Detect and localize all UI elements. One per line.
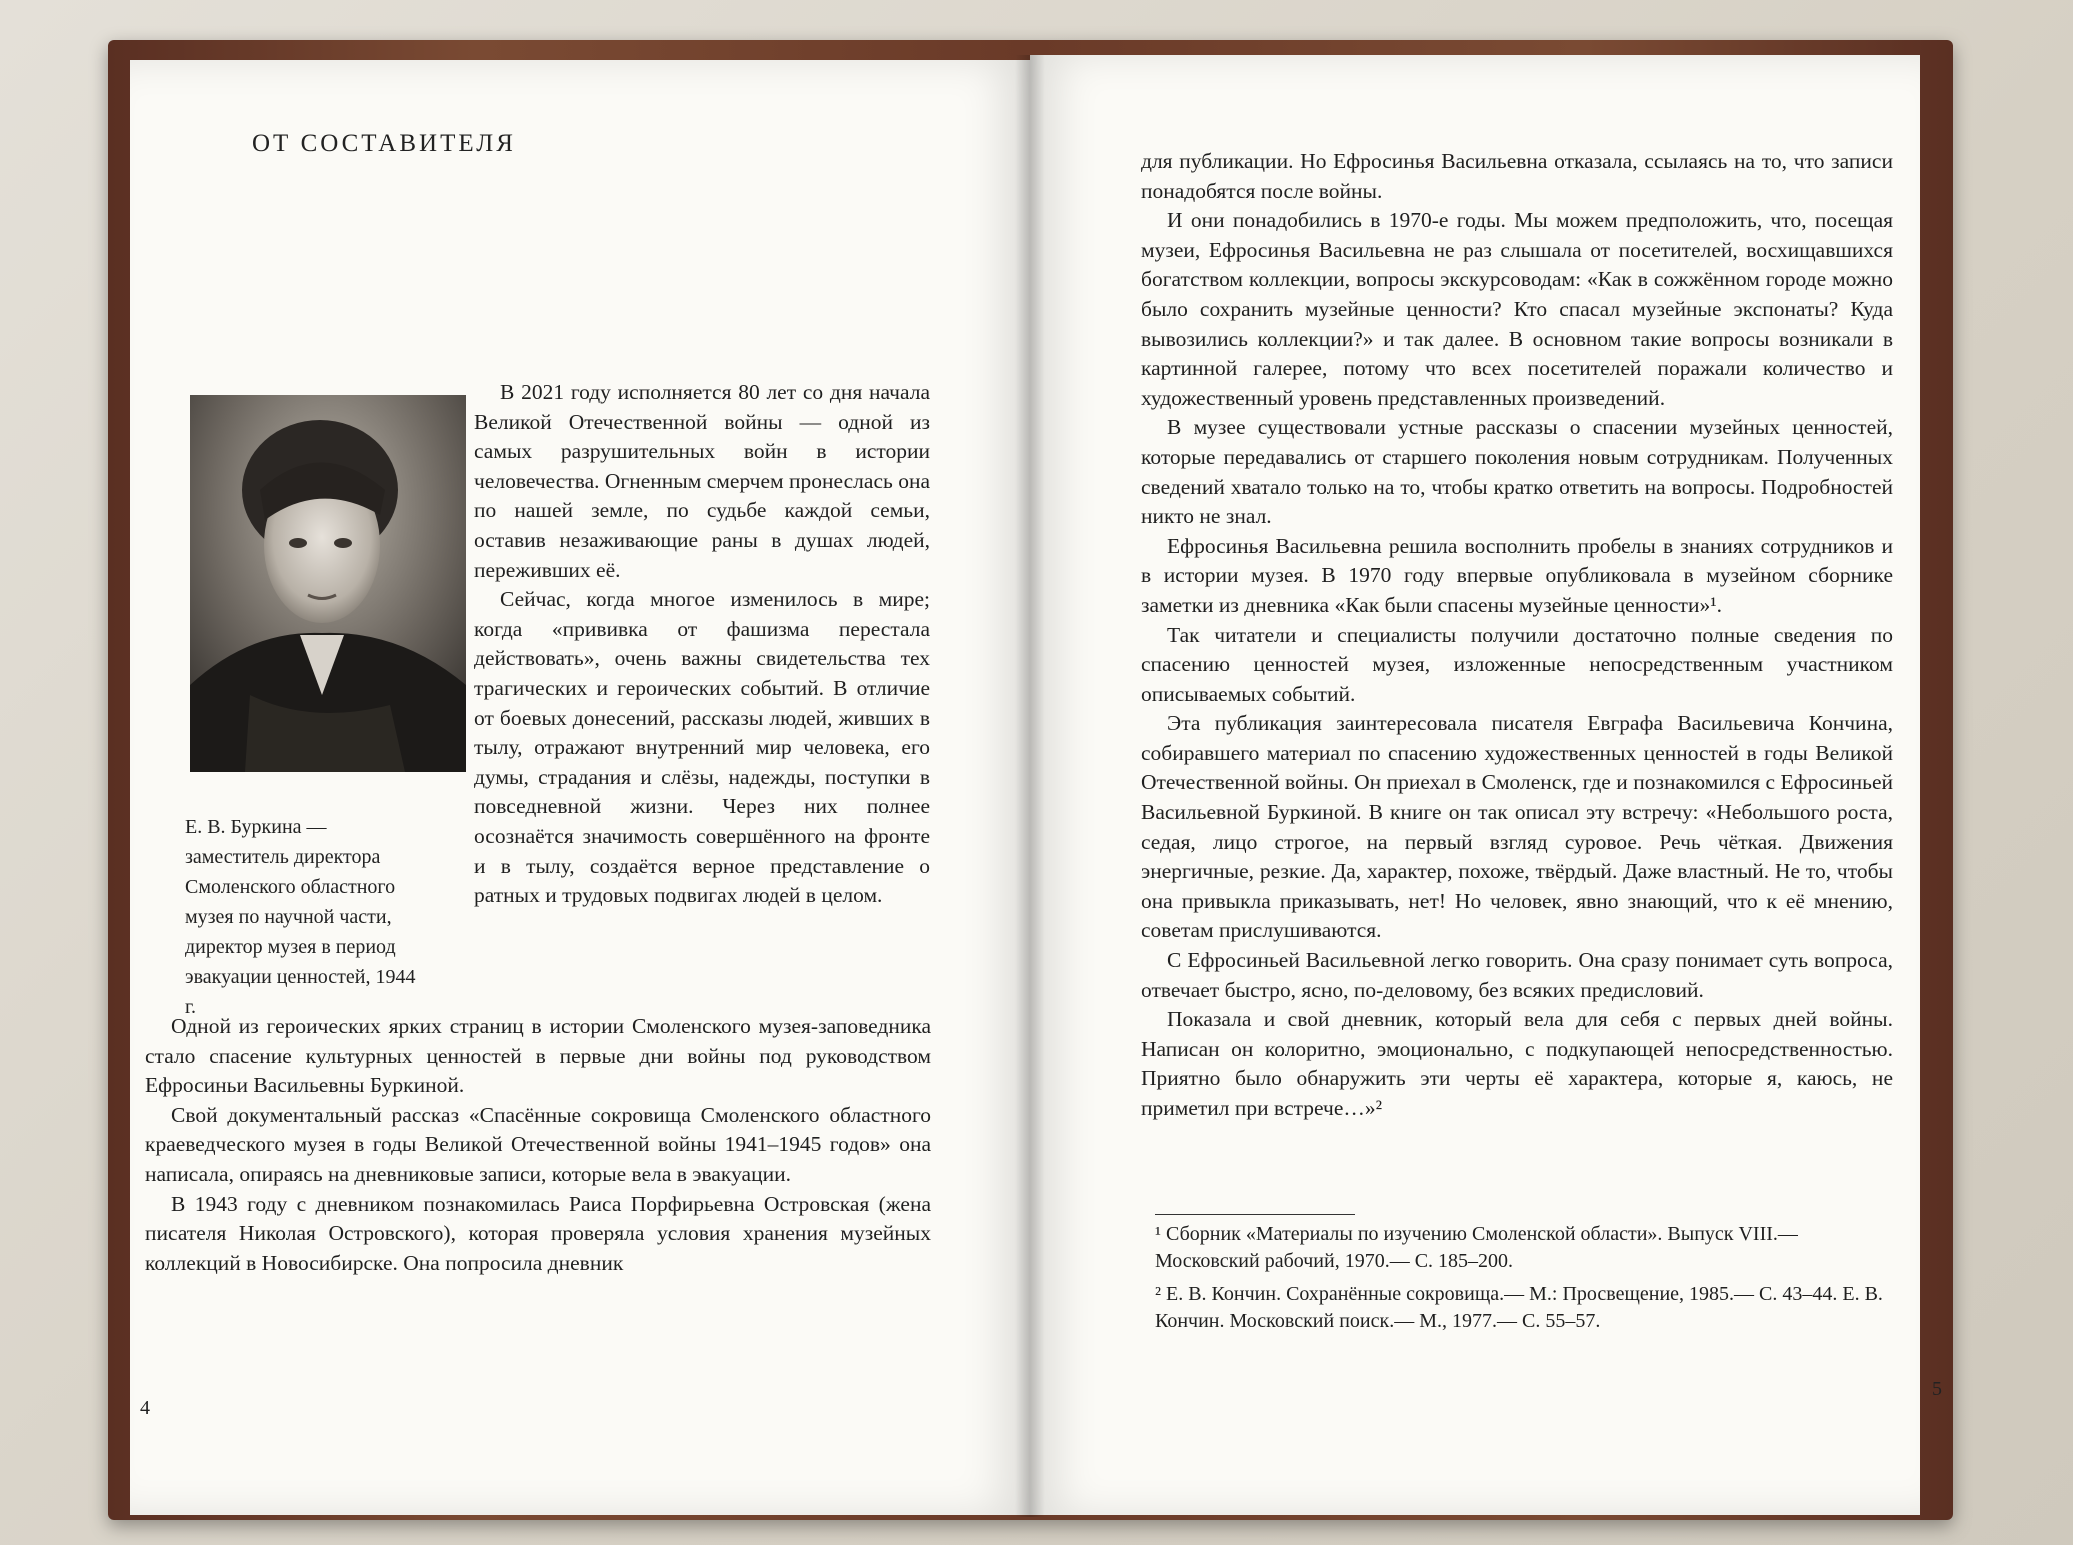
footnote: ² Е. В. Кончин. Сохранённые сокровища.— М.: Просвещение, 1985.— С. 43–44. Е. В. Кончин. Московский поиск.— М., 1977.— С. 55–57. xyxy=(1155,1283,1883,1332)
paragraph: Показала и свой дневник, который вела для себя с первых дней войны. Написан он колоритно, эмоционально, с подкупающей непосредственностью. Приятно было обнаружить эти черты её характера, которые я, каюсь, не приметил при встрече…»² xyxy=(1141,1007,1893,1120)
portrait-image-icon xyxy=(190,395,466,772)
photo-caption: Е. В. Буркина — заместитель директора Смоленского областного музея по научной части, директор музея в период эвакуации ценностей, 1944 г. xyxy=(185,816,416,1018)
paragraph: Ефросинья Васильевна решила восполнить пробелы в знаниях сотрудников и в истории музея. В 1970 году впервые опубликовала в музейном сборнике заметки из дневника «Как были спасены музейные ценности»¹. xyxy=(1141,533,1893,617)
paragraph: Так читатели и специалисты получили достаточно полные сведения по спасению ценностей музея, изложенные непосредственным участником описываемых событий. xyxy=(1141,622,1893,706)
paragraph: В музее существовали устные рассказы о спасении музейных ценностей, которые передавались от старшего поколения новым сотрудникам. Полученных сведений хватало только на то, чтобы кратко ответить на вопросы. Подробностей никто не знал. xyxy=(1141,415,1893,529)
right-page-body-text xyxy=(1141,147,1893,1124)
paragraph: В 2021 году исполняется 80 лет со дня начала Великой Отечественной войны — одной из самых разрушительных войн в истории человечества. Огненным смерчем пронеслась она по нашей земле, по судьбе каждой семьи, оставив незаживающие раны в душах людей, переживших её. xyxy=(474,380,930,582)
paragraph-continuation: для публикации. Но Ефросинья Васильевна отказала, ссылаясь на то, что записи понадобятся после войны. xyxy=(1141,149,1893,203)
paragraph: Одной из героических ярких страниц в истории Смоленского музея-заповедника стало спасение культурных ценностей в первые дни войны под руководством Ефросиньи Васильевны Буркиной. xyxy=(145,1014,931,1098)
paragraph: Сейчас, когда многое изменилось в мире; когда «прививка от фашизма перестала действовать», очень важны свидетельства тех трагических и героических событий. В отличие от боевых донесений, рассказы людей, живших в тылу, отражают внутренний мир человека, его думы, страдания и слёзы, надежды, поступки в повседневной жизни. Через них полнее осознаётся значимость совершённого на фронте и в тылу, создаётся верное представление о ратных и трудовых подвигах людей в целом. xyxy=(474,587,930,908)
book-gutter xyxy=(1015,55,1045,1517)
paragraph: С Ефросиньей Васильевной легко говорить. Она сразу понимает суть вопроса, отвечает быстро, ясно, по-деловому, без всяких предисловий. xyxy=(1141,948,1893,1002)
page-number-left: 4 xyxy=(140,1397,150,1419)
paragraph: Эта публикация заинтересовала писателя Евграфа Васильевича Кончина, собиравшего материал по спасению художественных ценностей в годы Великой Отечественной войны. Он приехал в Смоленск, где и познакомился с Ефросиньей Васильевной Буркиной. В книге он так описал эту встречу: «Небольшого роста, седая, лицо строгое, на первый взгляд суровое. Речь чёткая. Движения энергичные, резкие. Да, характер, похоже, твёрдый. Даже властный. Не то, чтобы она привыкла приказывать, нет! Но человек, явно знающий, что к её мнению, советам прислушиваются. xyxy=(1141,711,1893,943)
page-number-right: 5 xyxy=(1932,1378,1942,1400)
footnote-divider xyxy=(1155,1214,1355,1215)
footnote: ¹ Сборник «Материалы по изучению Смоленской области». Выпуск VIII.— Московский рабочий, 1970.— С. 185–200. xyxy=(1155,1223,1798,1272)
paragraph: Свой документальный рассказ «Спасённые сокровища Смоленского областного краеведческого музея в годы Великой Отечественной войны 1941–1945 годов» она написала, опираясь на дневниковые записи, которые вела в эвакуации. xyxy=(145,1102,931,1186)
paragraph: И они понадобились в 1970-е годы. Мы можем предположить, что, посещая музеи, Ефросинья Васильевна не раз слышала от посетителей, восхищавшихся богатством коллекции, вопросы экскурсоводам: «Как в сожжённом городе можно было сохранить музейные ценности? Кто спасал музейные экспонаты? Куда вывозились коллекции?» и так далее. В основном такие вопросы возникали в картинной галерее, потому что всех посетителей поражали количество и художественный уровень представленных произведений. xyxy=(1141,208,1893,410)
intro-text-beside-photo xyxy=(474,378,930,911)
section-title: ОТ СОСТАВИТЕЛЯ xyxy=(252,130,516,157)
footnotes xyxy=(1155,1221,1900,1341)
left-page-body-text xyxy=(145,1012,931,1278)
portrait-photo xyxy=(190,395,466,772)
paragraph: В 1943 году с дневником познакомилась Раиса Порфирьевна Островская (жена писателя Николая Островского), которая проверяла условия хранения музейных коллекций в Новосибирске. Она попросила дневник xyxy=(145,1191,931,1275)
